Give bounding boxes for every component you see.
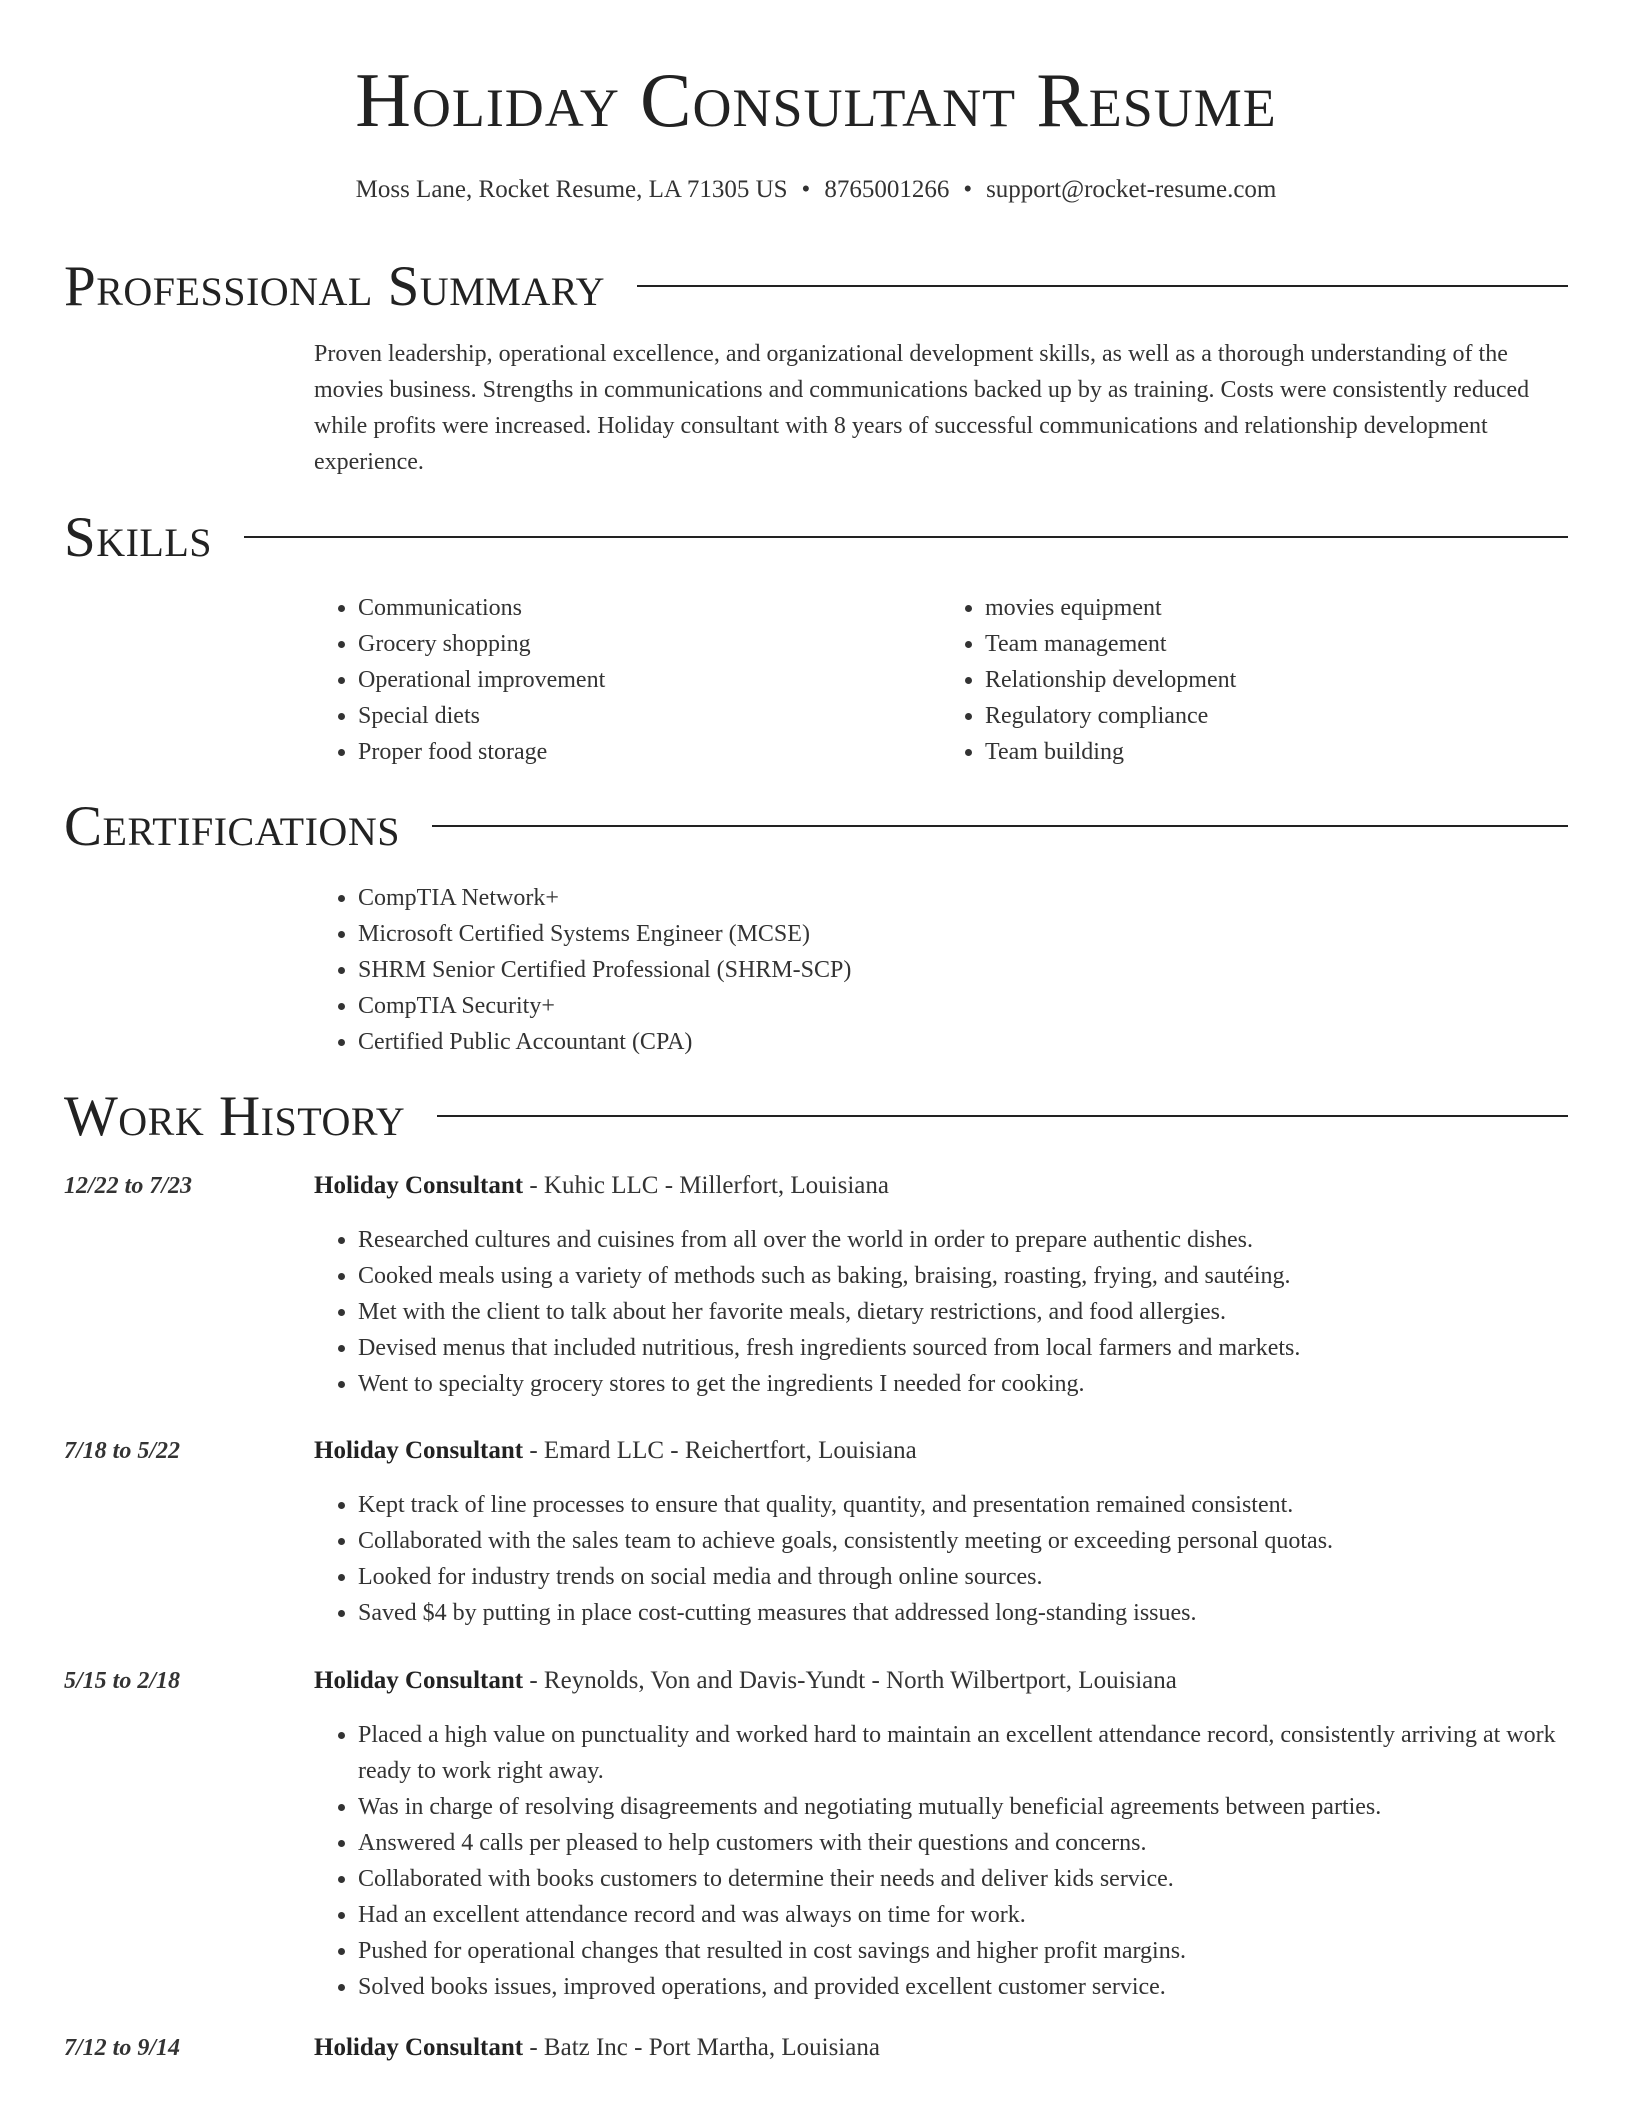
resume-title: Holiday Consultant Resume — [355, 57, 1277, 143]
skill-item: • Regulatory compliance — [985, 698, 1568, 734]
contact-email[interactable]: support@rocket-resume.com — [986, 176, 1277, 203]
job-title: Holiday Consultant — [314, 1437, 524, 1464]
section-heading-skills: Skills — [64, 505, 213, 569]
skill-item: • movies equipment — [985, 590, 1568, 626]
section-divider — [437, 1115, 1568, 1117]
contact-separator: • — [801, 176, 811, 203]
job-bullet: • Placed a high value on punctuality and worked hard to maintain an excellent attendance record, consistently arriving at work ready to work right away. — [358, 1717, 1568, 1789]
job-bullet: • Went to specialty grocery stores to get the ingredients I needed for cooking. — [358, 1366, 1568, 1402]
summary-section-header — [64, 254, 1568, 318]
job-bullet: • Cooked meals using a variety of methods such as baking, braising, roasting, frying, and sautéing. — [358, 1258, 1568, 1294]
job-bullet: • Kept track of line processes to ensure that quality, quantity, and presentation remained consistent. — [358, 1487, 1568, 1523]
job-bullet: • Met with the client to talk about her favorite meals, dietary restrictions, and food allergies. — [358, 1294, 1568, 1330]
skills-list — [314, 590, 1568, 770]
job-bullets — [314, 1487, 1568, 1631]
certification-item: • Certified Public Accountant (CPA) — [358, 1024, 1568, 1060]
skill-item: • Special diets — [358, 698, 941, 734]
job-bullets — [314, 1222, 1568, 1402]
skill-item: • Relationship development — [985, 662, 1568, 698]
skill-item: • Grocery shopping — [358, 626, 941, 662]
job-heading — [314, 2030, 1568, 2066]
job-company: - Emard LLC - Reichertfort, Louisiana — [523, 1437, 917, 1464]
skill-item: • Communications — [358, 590, 941, 626]
contact-line — [0, 176, 1632, 204]
certifications-section-header — [64, 794, 1568, 858]
section-heading-work-history: Work History — [64, 1084, 406, 1148]
section-divider — [244, 536, 1568, 538]
skill-item: • Operational improvement — [358, 662, 941, 698]
section-divider — [637, 285, 1568, 287]
job-company: - Batz Inc - Port Martha, Louisiana — [523, 2034, 880, 2061]
section-heading-summary: Professional Summary — [64, 254, 606, 318]
job-company: - Reynolds, Von and Davis-Yundt - North Wilbertport, Louisiana — [523, 1667, 1177, 1694]
job-bullet: • Had an excellent attendance record and was always on time for work. — [358, 1897, 1568, 1933]
job-bullet: • Pushed for operational changes that resulted in cost savings and higher profit margins. — [358, 1933, 1568, 1969]
certification-item: • CompTIA Network+ — [358, 880, 1568, 916]
contact-phone: 8765001266 — [824, 176, 950, 203]
skills-column-right — [941, 590, 1568, 770]
job-dates: 7/12 to 9/14 — [64, 2035, 181, 2061]
contact-address: Moss Lane, Rocket Resume, LA 71305 US — [355, 176, 788, 203]
section-heading-certifications: Certifications — [64, 794, 400, 858]
job-heading — [314, 1433, 1568, 1469]
job-company: - Kuhic LLC - Millerfort, Louisiana — [523, 1172, 889, 1199]
job-bullet: • Answered 4 calls per pleased to help customers with their questions and concerns. — [358, 1825, 1568, 1861]
job-bullets — [314, 1717, 1568, 2005]
job-heading — [314, 1168, 1568, 1204]
contact-separator: • — [963, 176, 973, 203]
job-title: Holiday Consultant — [314, 2034, 524, 2061]
summary-text: Proven leadership, operational excellence, and organizational development skills, as well as a thorough understanding of the movies business. Strengths in communications and communications backed up by as training. Costs were consistently reduced while profits were increased. Holiday consultant with 8 years of successful communications and relationship development experience. — [314, 341, 1530, 475]
job-heading — [314, 1663, 1568, 1699]
job-bullet: • Collaborated with the sales team to achieve goals, consistently meeting or exceeding personal quotas. — [358, 1523, 1568, 1559]
skills-section-header — [64, 505, 1568, 569]
job-bullet: • Was in charge of resolving disagreements and negotiating mutually beneficial agreements between parties. — [358, 1789, 1568, 1825]
job-dates: 12/22 to 7/23 — [64, 1173, 193, 1199]
job-bullet: • Saved $4 by putting in place cost-cutting measures that addressed long-standing issues. — [358, 1595, 1568, 1631]
skill-item: • Proper food storage — [358, 734, 941, 770]
job-bullet: • Looked for industry trends on social media and through online sources. — [358, 1559, 1568, 1595]
skill-item: • Team management — [985, 626, 1568, 662]
job-bullet: • Researched cultures and cuisines from all over the world in order to prepare authentic dishes. — [358, 1222, 1568, 1258]
skills-column-left — [314, 590, 941, 770]
certification-item: • Microsoft Certified Systems Engineer (MCSE) — [358, 916, 1568, 952]
certification-item: • CompTIA Security+ — [358, 988, 1568, 1024]
job-bullet: • Solved books issues, improved operations, and provided excellent customer service. — [358, 1969, 1568, 2005]
job-bullet: • Collaborated with books customers to determine their needs and deliver kids service. — [358, 1861, 1568, 1897]
certification-item: • SHRM Senior Certified Professional (SHRM-SCP) — [358, 952, 1568, 988]
work-section-header — [64, 1084, 1568, 1148]
job-title: Holiday Consultant — [314, 1667, 524, 1694]
job-dates: 5/15 to 2/18 — [64, 1668, 181, 1694]
skill-item: • Team building — [985, 734, 1568, 770]
job-bullet: • Devised menus that included nutritious, fresh ingredients sourced from local farmers and markets. — [358, 1330, 1568, 1366]
job-title: Holiday Consultant — [314, 1172, 524, 1199]
job-dates: 7/18 to 5/22 — [64, 1438, 181, 1464]
certifications-list — [314, 880, 1568, 1060]
section-divider — [432, 825, 1568, 827]
